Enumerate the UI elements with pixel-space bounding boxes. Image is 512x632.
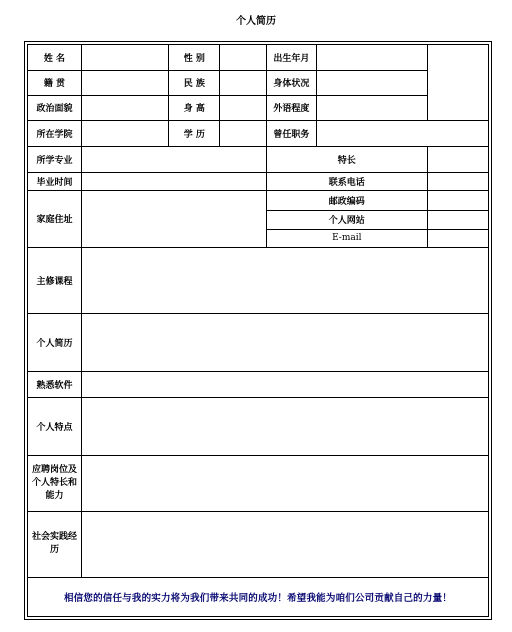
label-name: 姓 名 [28, 45, 81, 70]
resume-table [28, 45, 488, 616]
label-major: 所学专业 [28, 146, 81, 172]
label-courses: 主修课程 [28, 247, 81, 313]
input-address[interactable] [81, 190, 266, 247]
input-grad-time[interactable] [81, 172, 266, 190]
input-software[interactable] [81, 371, 488, 397]
input-postcode[interactable] [427, 190, 488, 210]
label-political: 政治面貌 [28, 95, 81, 120]
input-school[interactable] [81, 120, 168, 146]
input-specialty[interactable] [427, 146, 488, 172]
label-health: 身体状况 [266, 70, 316, 95]
input-job-ability[interactable] [81, 455, 488, 511]
label-address: 家庭住址 [28, 190, 81, 247]
input-courses[interactable] [81, 247, 488, 313]
footer-slogan: 相信您的信任与我的实力将为我们带来共同的成功！希望我能为咱们公司贡献自己的力量！ [28, 577, 488, 616]
label-software: 熟悉软件 [28, 371, 81, 397]
input-resume[interactable] [81, 313, 488, 371]
input-major[interactable] [81, 146, 266, 172]
input-name[interactable] [81, 45, 168, 70]
label-practice: 社会实践经历 [28, 511, 81, 577]
input-birth[interactable] [317, 45, 428, 70]
label-gender: 性 别 [169, 45, 220, 70]
input-ethnicity[interactable] [220, 70, 266, 95]
input-education[interactable] [220, 120, 266, 146]
label-birth: 出生年月 [266, 45, 316, 70]
label-postcode: 邮政编码 [266, 190, 427, 210]
input-position[interactable] [317, 120, 489, 146]
label-resume: 个人简历 [28, 313, 81, 371]
input-gender[interactable] [220, 45, 266, 70]
label-education: 学 历 [169, 120, 220, 146]
input-traits[interactable] [81, 397, 488, 455]
label-grad-time: 毕业时间 [28, 172, 81, 190]
input-health[interactable] [317, 70, 428, 95]
input-height[interactable] [220, 95, 266, 120]
input-foreign-lang[interactable] [317, 95, 428, 120]
label-specialty: 特长 [266, 146, 427, 172]
label-job-ability: 应聘岗位及个人特长和能力 [28, 455, 81, 511]
label-email: E-mail [266, 229, 427, 247]
label-phone: 联系电话 [266, 172, 427, 190]
label-website: 个人网站 [266, 210, 427, 229]
label-height: 身 高 [169, 95, 220, 120]
resume-form-outer-border [24, 41, 492, 620]
input-website[interactable] [427, 210, 488, 229]
label-native: 籍 贯 [28, 70, 81, 95]
input-email[interactable] [427, 229, 488, 247]
input-phone[interactable] [427, 172, 488, 190]
input-practice[interactable] [81, 511, 488, 577]
label-traits: 个人特点 [28, 397, 81, 455]
input-native[interactable] [81, 70, 168, 95]
page-title: 个人简历 [236, 16, 276, 27]
photo-box[interactable] [427, 45, 488, 120]
label-school: 所在学院 [28, 120, 81, 146]
label-position: 曾任职务 [266, 120, 316, 146]
label-ethnicity: 民 族 [169, 70, 220, 95]
resume-form [27, 44, 489, 617]
input-political[interactable] [81, 95, 168, 120]
label-foreign-lang: 外语程度 [266, 95, 316, 120]
